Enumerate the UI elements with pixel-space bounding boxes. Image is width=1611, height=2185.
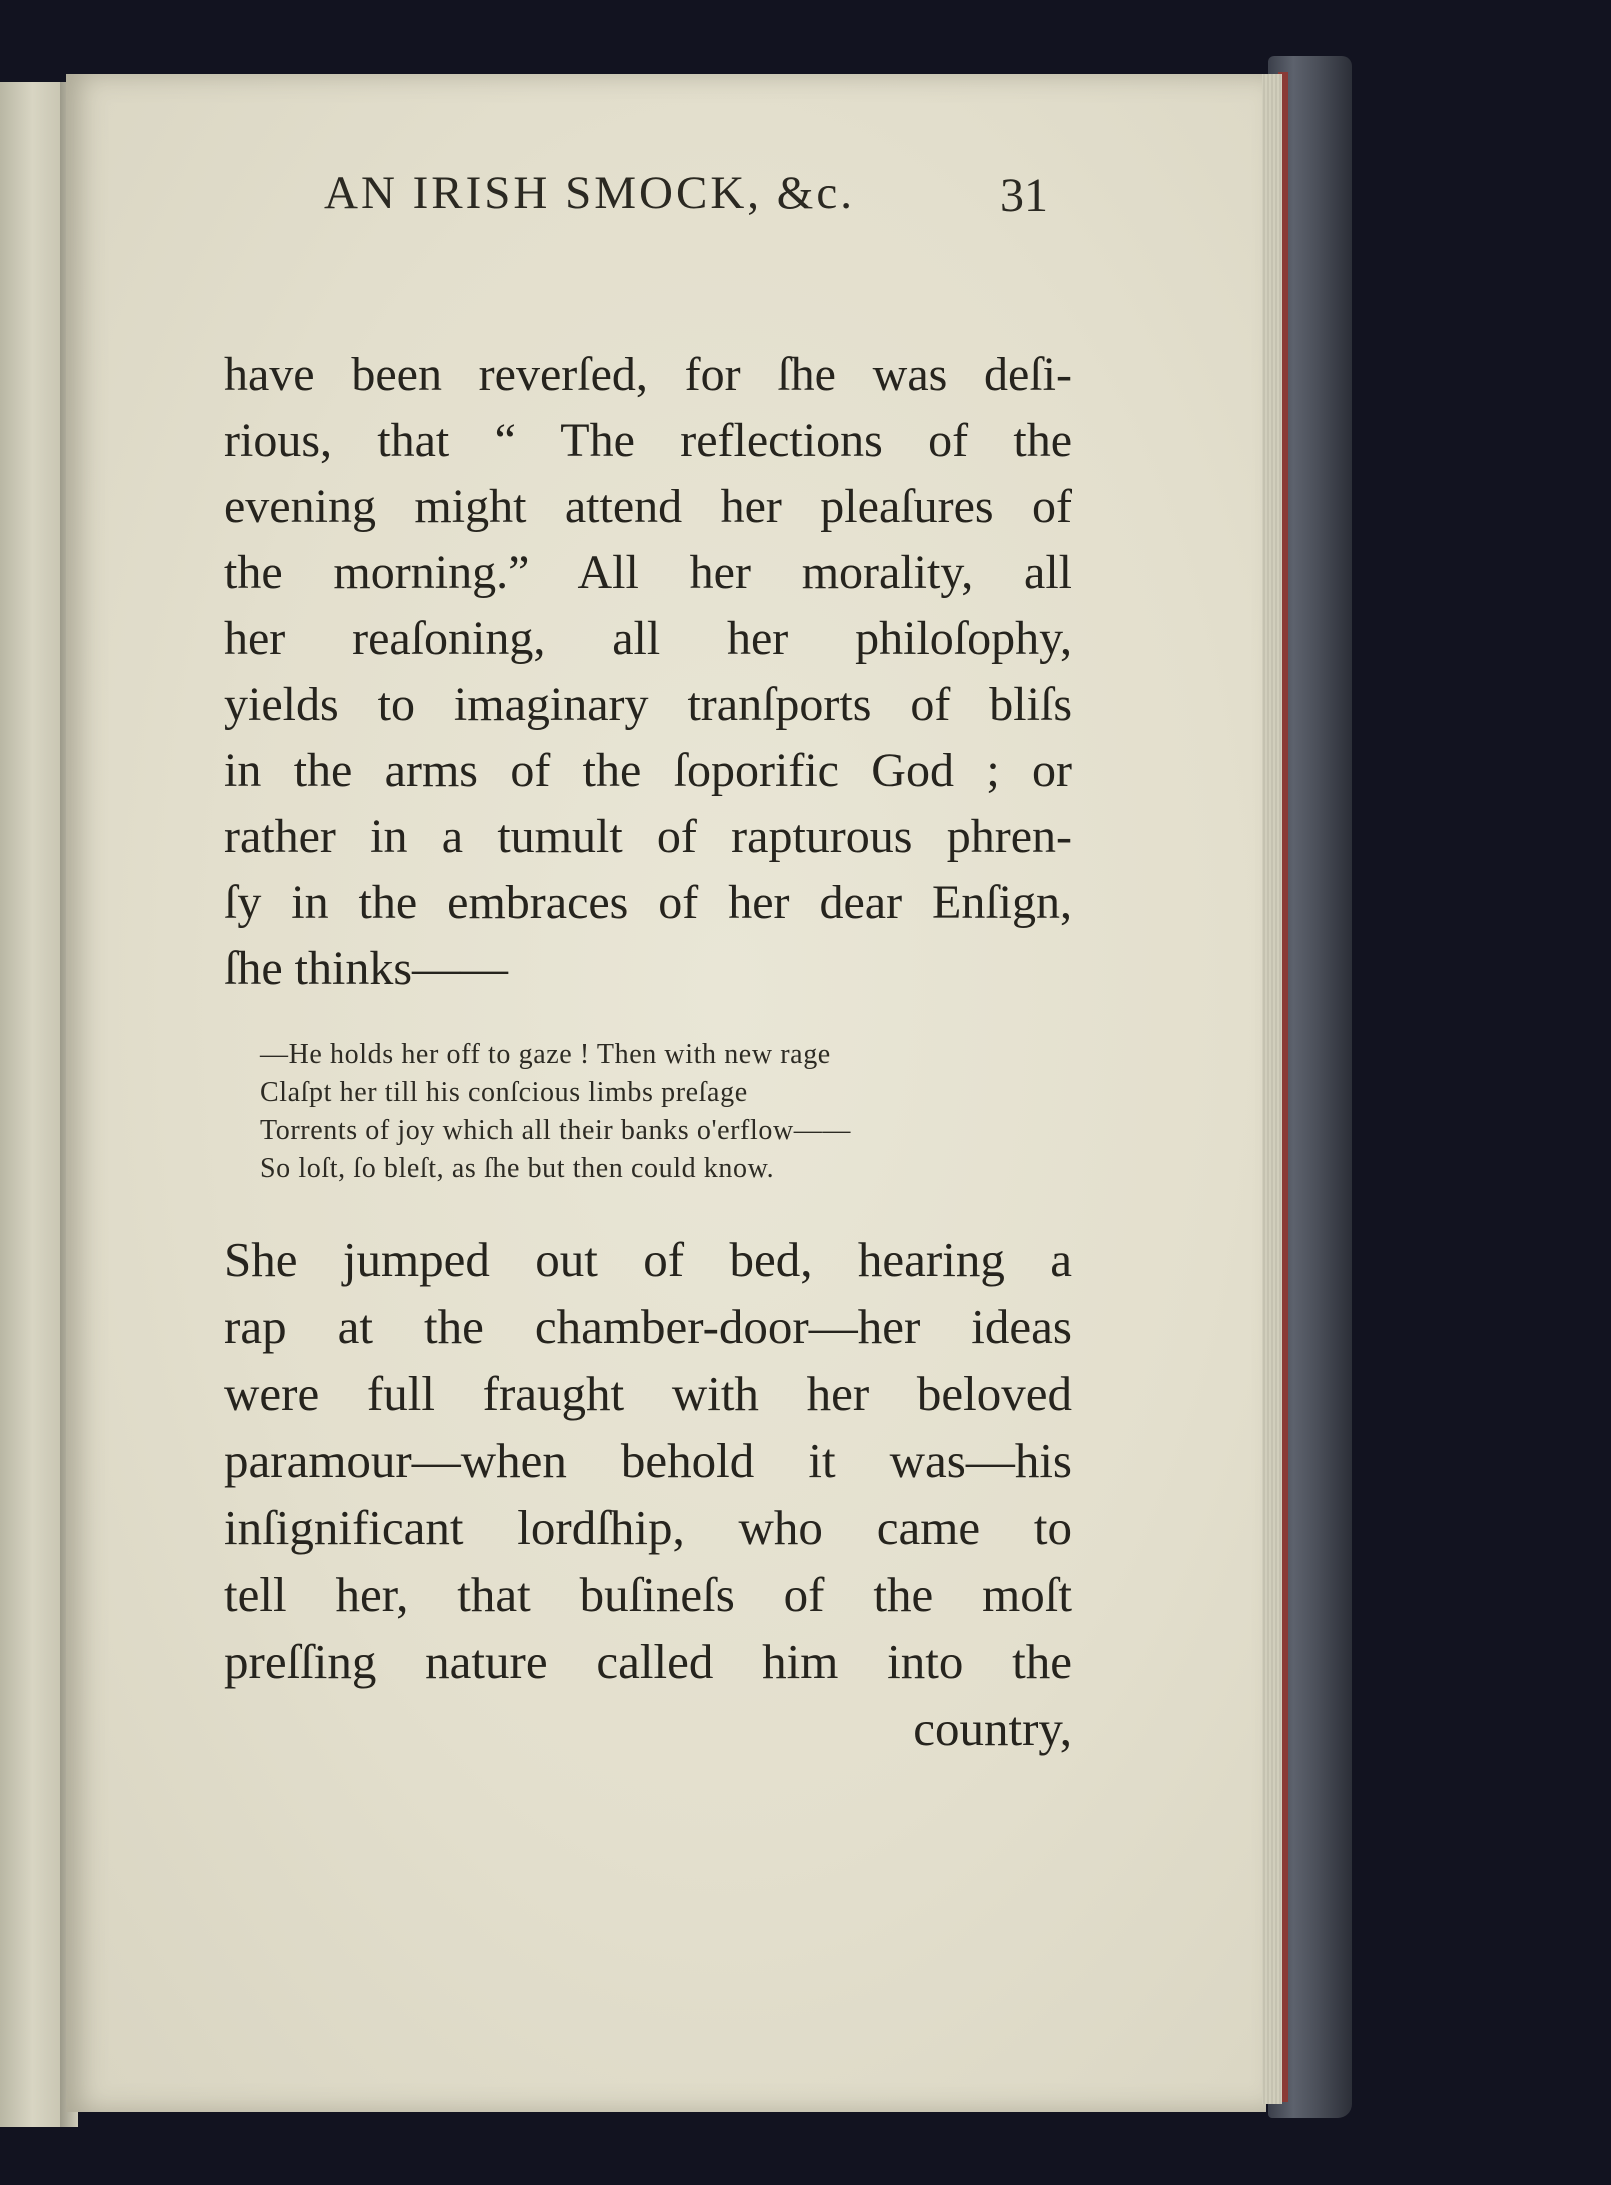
text-line: her reaſoning, all her philoſophy, bbox=[224, 612, 1072, 665]
paragraph-top bbox=[224, 342, 1072, 1002]
text-line: ſy in the embraces of her dear Enſign, bbox=[224, 876, 1072, 929]
page-edges bbox=[1262, 74, 1282, 2104]
text-line: rather in a tumult of rapturous phren- bbox=[224, 810, 1072, 863]
text-line: in the arms of the ſoporific God ; or bbox=[224, 744, 1072, 797]
text-line: preſſing nature called him into the bbox=[224, 1634, 1072, 1689]
text-line: have been reverſed, for ſhe was deſi- bbox=[224, 348, 1072, 401]
text-line: tell her, that buſineſs of the moſt bbox=[224, 1567, 1072, 1622]
text-line: the morning.” All her morality, all bbox=[224, 546, 1072, 599]
verse-quotation bbox=[260, 1036, 1000, 1188]
verse-line: —He holds her off to gaze ! Then with new rage bbox=[260, 1039, 831, 1070]
text-line: paramour—when behold it was—his bbox=[224, 1433, 1072, 1488]
page-number: 31 bbox=[1000, 169, 1048, 222]
text-line: rious, that “ The reflections of the bbox=[224, 414, 1072, 467]
running-head bbox=[258, 166, 1078, 246]
verse-line: Torrents of joy which all their banks o'erflow—— bbox=[260, 1115, 851, 1146]
text-line: She jumped out of bed, hearing a bbox=[224, 1232, 1072, 1287]
catchword: country, bbox=[913, 1701, 1072, 1756]
verse-line: So loſt, ſo bleſt, as ſhe but then could know. bbox=[260, 1153, 775, 1184]
running-title: AN IRISH SMOCK, &c. bbox=[324, 167, 855, 219]
paragraph-bottom bbox=[224, 1226, 1072, 1762]
text-line: ſhe thinks—— bbox=[224, 942, 508, 995]
text-line: were full fraught with her beloved bbox=[224, 1366, 1072, 1421]
text-line: yields to imaginary tranſports of bliſs bbox=[224, 678, 1072, 731]
text-line: rap at the chamber-door—her ideas bbox=[224, 1299, 1072, 1354]
text-line: inſignificant lordſhip, who came to bbox=[224, 1500, 1072, 1555]
text-line: evening might attend her pleaſures of bbox=[224, 480, 1072, 533]
verse-line: Claſpt her till his conſcious limbs preſage bbox=[260, 1077, 748, 1108]
